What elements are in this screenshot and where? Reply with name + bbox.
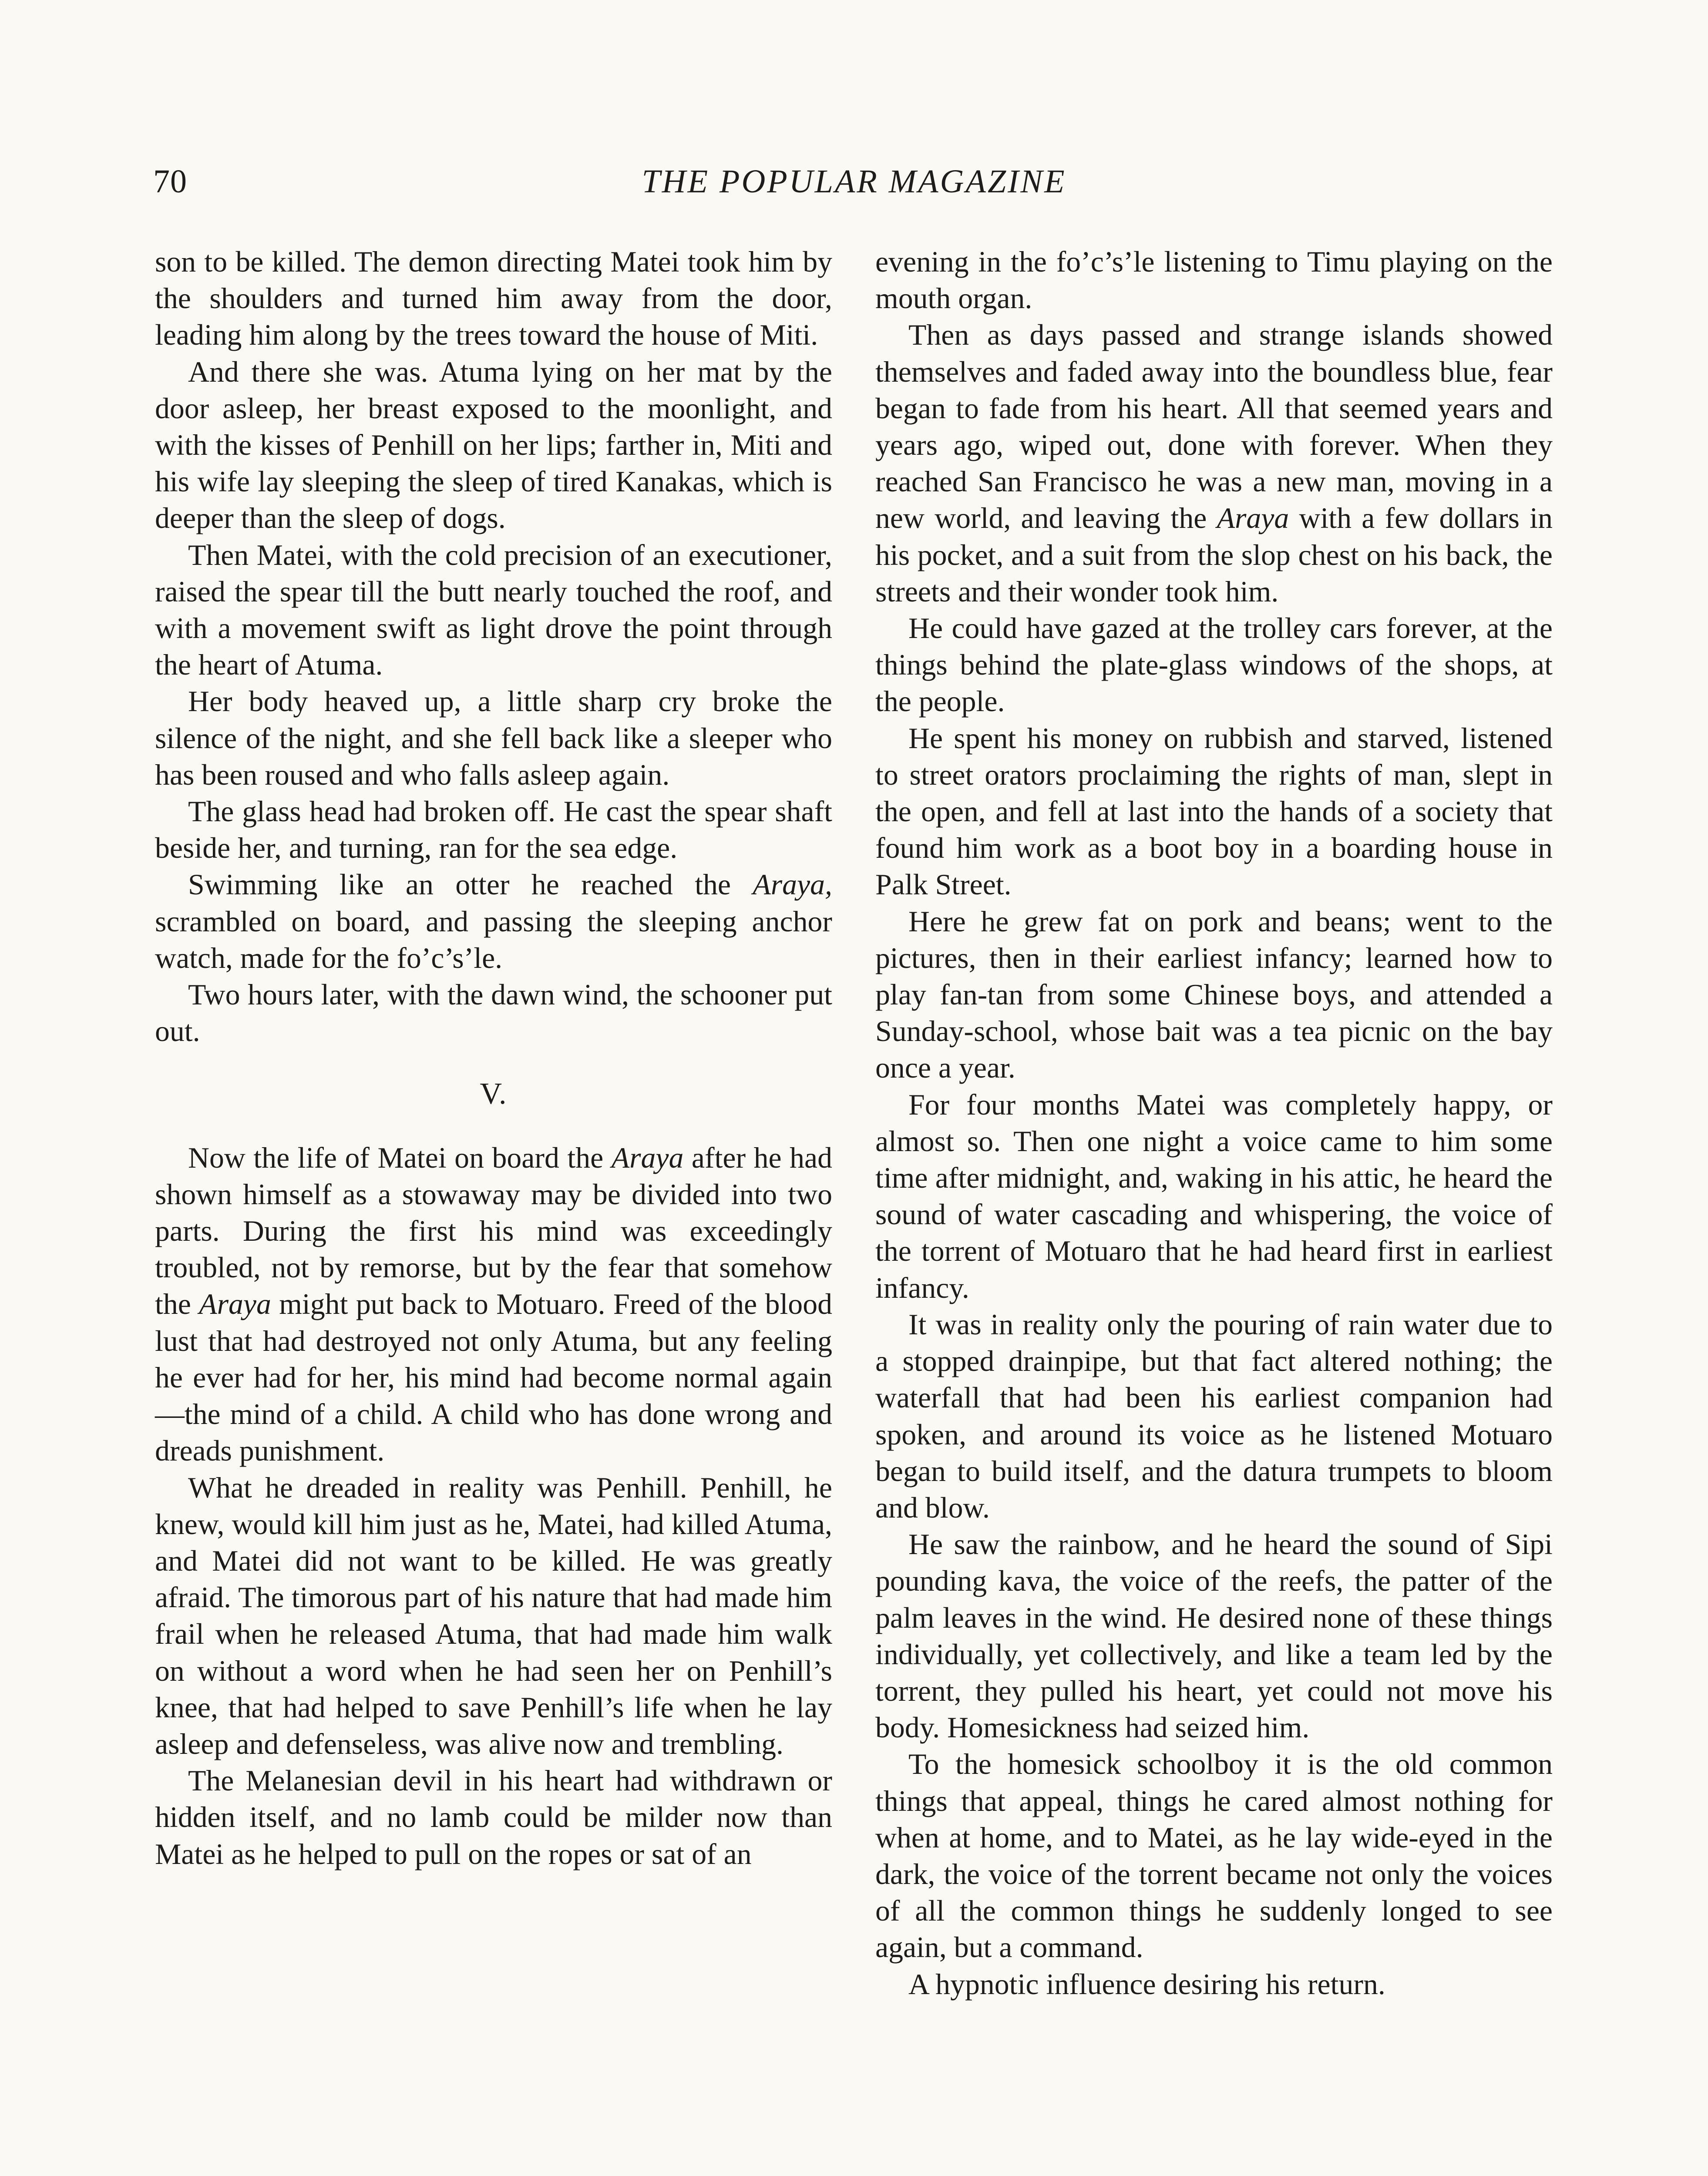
paragraph: Her body heaved up, a little sharp cry broke the silence of the night, and she fell back like a sleeper who has been roused and who falls asleep again. [155,685,832,791]
page-number: 70 [153,163,187,200]
ship-name: Araya, [753,868,832,901]
paragraph: It was in reality only the pouring of rain water due to a stopped drainpipe, but that fact altered nothing; the waterfall that had been his earliest companion had spoken, and around its voice as he listened Motuaro began to build itself, and the datura trumpets to bloom and blow. [875,1308,1553,1524]
paragraph: For four months Matei was completely happy, or almost so. Then one night a voice came to him some time after midnight, and, waking in his attic, he heard the sound of water cascading and whispering, the voice of the torrent of Motuaro that he had heard first in earliest infancy. [875,1088,1553,1304]
paragraph [875,317,1553,610]
section-heading: V. [480,1077,508,1111]
text-run: might put back to Motuaro. Freed of the blood lust that had destroyed not only Atuma, but any feeling he ever had for her, his mind had become normal again—the mind of a child. A child who has done wrong and dreads punishment. [155,1288,832,1467]
paragraph: Here he grew fat on pork and beans; went to the pictures, then in their earliest infancy; learned how to play fan-tan from some Chinese boys, and attended a Sunday-school, whose bait was a tea picnic on the bay once a year. [875,905,1553,1085]
text-run: Then as days passed and strange islands showed themselves and faded away into the boundless blue, fear began to fade from his heart. All that seemed years and years ago, wiped out, done with forever. When they reached San Francisco he was a new man, moving in a new world, and leaving the [875,319,1553,535]
paragraph: What he dreaded in reality was Penhill. Penhill, he knew, would kill him just as he, Matei, had killed Atuma, and Matei did not want to be killed. He was greatly afraid. The timorous part of his nature that had made him frail when he released Atuma, that had made him walk on without a word when he had seen her on Penhill’s knee, that had helped to save Penhill’s life when he lay asleep and defenseless, was alive now and trembling. [155,1471,832,1760]
paragraph: Then Matei, with the cold precision of an executioner, raised the spear till the butt nearly touched the roof, and with a movement swift as light drove the point through the heart of Atuma. [155,538,832,682]
text-run: scrambled on board, and passing the sleeping anchor watch, made for the fo’c’s’le. [155,905,832,974]
paragraph [155,866,832,977]
paragraph: And there she was. Atuma lying on her mat by the door asleep, her breast exposed to the moonlight, and with the kisses of Penhill on her lips; farther in, Miti and his wife lay sleeping the sleep of tired Kanakas, which is deeper than the sleep of dogs. [155,355,832,535]
paragraph: evening in the fo’c’s’le listening to Timu playing on the mouth organ. [875,245,1553,315]
left-column [155,244,832,1873]
paragraph: The glass head had broken off. He cast the spear shaft beside her, and turning, ran for the sea edge. [155,795,832,865]
running-head: THE POPULAR MAGAZINE [642,163,1066,200]
ship-name: Araya [1217,502,1289,535]
paragraph: A hypnotic influence desiring his return. [908,1968,1385,2001]
paragraph [155,1140,832,1470]
text-run: Swimming like an otter he reached the [188,868,753,901]
text-run: after he had shown himself as a stowaway may be divided into two parts. During the first his mind was exceedingly troubled, not by remorse, but by the fear that somehow the [155,1141,832,1321]
paragraph: son to be killed. The demon directing Matei took him by the shoulders and turned him away from the door, leading him along by the trees toward the house of Miti. [155,245,832,352]
paragraph: To the homesick schoolboy it is the old common things that appeal, things he cared almost nothing for when at home, and to Matei, as he lay wide-eyed in the dark, the voice of the torrent became not only the voices of all the common things he suddenly longed to see again, but a command. [875,1748,1553,1964]
ship-name: Araya [199,1288,271,1321]
right-column [875,244,1553,2003]
paragraph: He spent his money on rubbish and starved, listened to street orators proclaiming the rights of man, slept in the open, and fell at last into the hands of a society that found him work as a boot boy in a boarding house in Palk Street. [875,722,1553,901]
text-run: with a few dollars in his pocket, and a suit from the slop chest on his back, the streets and their wonder took him. [875,502,1553,608]
paragraph: He could have gazed at the trolley cars forever, at the things behind the plate-glass windows of the shops, at the people. [875,612,1553,718]
text-run: Now the life of Matei on board the [188,1141,612,1174]
paragraph: The Melanesian devil in his heart had withdrawn or hidden itself, and no lamb could be milder now than Matei as he helped to pull on the ropes or sat of an [155,1764,832,1870]
paragraph: He saw the rainbow, and he heard the sound of Sipi pounding kava, the voice of the reefs, the patter of the palm leaves in the wind. He desired none of these things individually, yet collectively, and like a team led by the torrent, they pulled his heart, yet could not move his body. Homesickness had seized him. [875,1528,1553,1744]
ship-name: Araya [611,1141,684,1174]
paragraph: Two hours later, with the dawn wind, the schooner put out. [155,978,832,1048]
